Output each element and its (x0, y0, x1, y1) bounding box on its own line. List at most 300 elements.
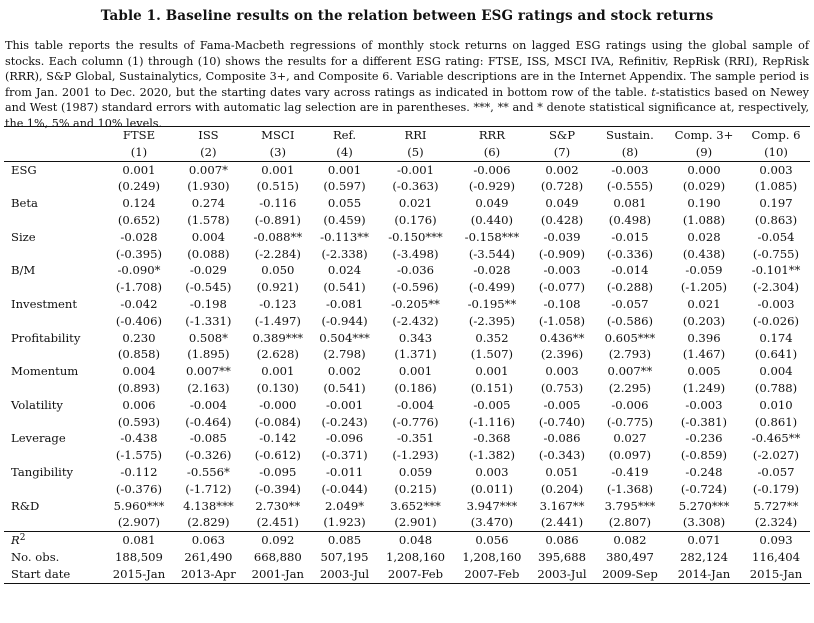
start-date-cell: 2003-Jul (530, 566, 594, 583)
tstat-cell: (3.308) (682, 515, 726, 530)
tstat-cell: (0.753) (540, 380, 584, 395)
coef-row (4, 296, 810, 313)
coef-row (4, 498, 810, 515)
tstat-cell: (-0.084) (254, 414, 301, 429)
tstat-cell: (0.541) (323, 280, 366, 295)
nobs-cell: 1,208,160 (385, 549, 445, 564)
tstat-row (4, 279, 810, 296)
column-number: (5) (407, 144, 424, 159)
tstat-row (4, 380, 810, 397)
tstat-cell: (-0.545) (185, 280, 232, 295)
coef-row (4, 330, 810, 347)
tstat-cell: (-1.058) (538, 313, 586, 328)
coef-cell: -0.011 (325, 464, 364, 479)
tstat-cell: (1.467) (682, 347, 726, 362)
coef-cell: -0.003 (757, 296, 795, 311)
tstat-cell: (-0.243) (321, 414, 368, 429)
coef-cell: -0.205** (391, 296, 440, 311)
coef-cell: 0.004 (191, 229, 225, 244)
tstat-cell: (1.578) (187, 212, 230, 227)
results-table-body (4, 127, 810, 584)
tstat-cell: (0.863) (754, 212, 798, 227)
coef-cell: 0.197 (759, 196, 793, 211)
tstat-label-blank (4, 212, 105, 229)
coef-cell: 0.007* (173, 161, 244, 178)
start-date-cell: 2015-Jan (742, 566, 810, 583)
column-header: RRR (454, 127, 530, 144)
variable-label: Investment (11, 296, 78, 311)
coef-row (4, 397, 810, 414)
coef-cell: 5.960*** (113, 498, 165, 513)
coef-cell: 0.002 (327, 364, 362, 379)
start-date-cell: 2007-Feb (454, 566, 530, 583)
tstat-cell: (-3.544) (468, 246, 515, 261)
tstat-cell: (-0.740) (538, 414, 586, 429)
coef-cell: 0.389*** (252, 330, 304, 345)
start-date-cell: 2001-Jan (244, 566, 312, 583)
tstat-cell: (-3.498) (392, 246, 439, 261)
column-number: (8) (621, 144, 639, 159)
coef-cell: 0.230 (122, 330, 156, 345)
tstat-cell: (-0.371) (321, 448, 368, 463)
start-date-label: Start date (4, 566, 105, 583)
tstat-cell: (0.921) (256, 280, 299, 295)
coef-cell: 0.004 (759, 364, 793, 379)
coef-cell: 0.000 (666, 161, 742, 178)
coef-cell: 0.508* (188, 330, 228, 345)
tstat-cell: (-1.205) (680, 280, 728, 295)
tstat-cell: (-0.326) (185, 448, 232, 463)
tstat-cell: (-0.376) (115, 481, 163, 496)
coef-cell: -0.158*** (464, 229, 520, 244)
start-date-cell: 2007-Feb (377, 566, 453, 583)
tstat-cell: (-0.909) (538, 246, 586, 261)
tstat-label-blank (4, 313, 105, 330)
tstat-cell: (1.895) (187, 347, 230, 362)
coef-cell: -0.081 (325, 296, 364, 311)
coef-cell: 0.028 (687, 229, 721, 244)
tstat-cell: (-0.026) (752, 313, 800, 328)
coef-cell: 0.006 (122, 397, 156, 412)
column-number: (2) (200, 144, 217, 159)
table-caption (5, 38, 809, 132)
tstat-cell: (0.515) (256, 179, 299, 194)
r2-cell: 0.071 (666, 532, 742, 549)
coef-cell: 0.605*** (604, 330, 656, 345)
tstat-cell: (-0.775) (606, 414, 653, 429)
coef-cell: 0.055 (327, 196, 362, 211)
tstat-cell: (-0.596) (392, 280, 439, 295)
coef-cell: -0.419 (611, 464, 649, 479)
tstat-row (4, 313, 810, 330)
tstat-cell: (1.371) (394, 347, 437, 362)
coef-row (4, 229, 810, 246)
tstat-cell: (0.203) (682, 313, 726, 328)
start-date-cell: 2013-Apr (173, 566, 244, 583)
coef-cell: -0.123 (259, 296, 297, 311)
coef-cell: 0.007** (607, 364, 653, 379)
coef-cell: 0.436** (539, 330, 585, 345)
r2-cell: 0.082 (594, 532, 666, 549)
coef-cell: 2.730** (255, 498, 301, 513)
coef-cell: -0.101** (751, 263, 801, 278)
tstat-cell: (0.597) (323, 179, 366, 194)
coef-cell: 0.049 (475, 196, 509, 211)
r2-label (4, 532, 105, 549)
nobs-cell: 668,880 (253, 549, 302, 564)
coef-cell: -0.113** (320, 229, 369, 244)
column-header: Ref. (312, 127, 378, 144)
tstat-cell: (-1.575) (115, 448, 163, 463)
tstat-cell: (-0.776) (392, 414, 439, 429)
coef-cell: 0.004 (122, 364, 156, 379)
tstat-cell: (0.893) (117, 380, 161, 395)
variable-label: Volatility (11, 397, 63, 412)
coef-cell: -0.000 (259, 397, 297, 412)
variable-label: Tangibility (11, 464, 74, 479)
tstat-cell: (-0.929) (468, 179, 515, 194)
coef-cell: -0.351 (396, 431, 435, 446)
coef-cell: -0.001 (325, 397, 364, 412)
tstat-cell: (0.652) (117, 212, 161, 227)
tstat-cell: (1.085) (754, 179, 798, 194)
coef-cell: -0.438 (120, 431, 158, 446)
tstat-cell: (2.628) (256, 347, 299, 362)
tstat-row (4, 346, 810, 363)
variable-label: R&D (11, 498, 40, 513)
coef-cell: 0.024 (327, 263, 362, 278)
coef-cell: -0.096 (325, 431, 364, 446)
coef-cell: -0.556* (186, 464, 230, 479)
coef-cell: 0.002 (530, 161, 594, 178)
tstat-cell: (-1.708) (115, 280, 163, 295)
coef-cell: -0.090* (117, 263, 161, 278)
r2-cell: 0.086 (530, 532, 594, 549)
r2-symbol: R (11, 533, 20, 548)
column-number: (3) (269, 144, 287, 159)
column-header: ISS (173, 127, 244, 144)
coef-cell: -0.085 (189, 431, 227, 446)
r2-cell: 0.085 (312, 532, 378, 549)
coef-cell: 0.010 (759, 397, 793, 412)
tstat-cell: (2.807) (608, 515, 652, 530)
tstat-cell: (-0.859) (680, 448, 728, 463)
tstat-cell: (2.793) (608, 347, 652, 362)
coef-cell: 0.003 (545, 364, 579, 379)
coef-cell: -0.005 (473, 397, 511, 412)
tstat-cell: (0.593) (117, 414, 161, 429)
column-header: RRI (377, 127, 453, 144)
column-header: Sustain. (594, 127, 666, 144)
coef-cell: 0.081 (613, 196, 647, 211)
tstat-cell: (2.829) (187, 515, 230, 530)
tstat-cell: (-1.331) (185, 313, 232, 328)
tstat-cell: (1.507) (470, 347, 514, 362)
coef-cell: 0.001 (244, 161, 312, 178)
tstat-label-blank (4, 380, 105, 397)
tstat-cell: (1.930) (187, 179, 230, 194)
tstat-cell: (2.295) (608, 380, 652, 395)
coef-cell: -0.004 (189, 397, 227, 412)
tstat-cell: (0.728) (540, 179, 584, 194)
coef-row (4, 363, 810, 380)
coef-cell: -0.142 (259, 431, 297, 446)
tstat-label-blank (4, 178, 105, 195)
tstat-cell: (2.396) (540, 347, 584, 362)
tstat-cell: (0.541) (323, 380, 366, 395)
column-header: Comp. 6 (742, 127, 810, 144)
column-number: (7) (553, 144, 571, 159)
tstat-cell: (-0.288) (606, 280, 653, 295)
coef-cell: -0.057 (611, 296, 649, 311)
coef-cell: -0.116 (259, 196, 297, 211)
tstat-cell: (0.459) (323, 212, 366, 227)
coef-cell: 0.021 (398, 196, 433, 211)
tstat-cell: (-0.891) (254, 212, 301, 227)
coef-cell: -0.004 (396, 397, 435, 412)
coef-cell: 0.001 (475, 364, 509, 379)
tstat-cell: (-0.586) (606, 313, 653, 328)
tstat-label-blank (4, 447, 105, 464)
coef-cell: 4.138*** (183, 498, 234, 513)
start-date-row (4, 566, 810, 583)
table-title: Table 1. Baseline results on the relation between ESG ratings and stock returns (100, 8, 714, 24)
coef-cell: -0.198 (189, 296, 227, 311)
coef-cell: -0.003 (543, 263, 581, 278)
column-header: MSCI (244, 127, 312, 144)
r2-cell: 0.081 (105, 532, 173, 549)
tstat-cell: (-2.284) (254, 246, 301, 261)
coef-cell: 0.124 (122, 196, 156, 211)
tstat-cell: (-0.363) (392, 179, 439, 194)
header-corner (4, 144, 105, 161)
tstat-label-blank (4, 246, 105, 263)
coef-cell: -0.003 (685, 397, 723, 412)
caption-text-2: -statistics based on Newey and West (1987) standard errors with automatic lag selection are in parentheses. ***, ** and * denote statistical significance at, respectively, the 1%, 5% and 10% levels. (5, 85, 809, 130)
coef-cell: 2.049* (325, 498, 365, 513)
r2-cell: 0.048 (377, 532, 453, 549)
coef-cell: 0.003 (475, 464, 509, 479)
variable-label: Beta (11, 196, 38, 211)
nobs-cell: 507,195 (320, 549, 369, 564)
coef-cell: -0.042 (120, 296, 158, 311)
tstat-cell: (0.011) (470, 481, 514, 496)
tstat-cell: (-0.343) (538, 448, 586, 463)
column-number: (6) (483, 144, 501, 159)
coef-cell: -0.236 (685, 431, 723, 446)
tstat-cell: (2.324) (754, 515, 798, 530)
coef-cell: -0.039 (543, 229, 581, 244)
tstat-row (4, 481, 810, 498)
tstat-cell: (0.176) (394, 212, 437, 227)
tstat-label-blank (4, 346, 105, 363)
coef-cell: 0.343 (398, 330, 433, 345)
coef-cell: 0.007** (185, 364, 231, 379)
tstat-cell: (-0.395) (115, 246, 163, 261)
header-row-numbers (4, 144, 810, 161)
tstat-cell: (0.215) (394, 481, 437, 496)
coef-cell: 0.001 (261, 364, 295, 379)
column-number: (1) (130, 144, 148, 159)
tstat-cell: (-0.499) (468, 280, 515, 295)
r2-cell: 0.056 (454, 532, 530, 549)
coef-cell: -0.014 (611, 263, 649, 278)
tstat-cell: (0.428) (540, 212, 584, 227)
tstat-cell: (-1.497) (254, 313, 301, 328)
tstat-cell: (-0.077) (538, 280, 586, 295)
coef-cell: 0.003 (742, 161, 810, 178)
coef-cell: 0.005 (687, 364, 721, 379)
tstat-cell: (0.858) (117, 347, 161, 362)
tstat-cell: (0.498) (608, 212, 652, 227)
nobs-label: No. obs. (11, 549, 60, 564)
coef-row (4, 464, 810, 481)
tstat-cell: (-0.464) (185, 414, 232, 429)
variable-label: ESG (4, 161, 105, 178)
nobs-cell: 261,490 (184, 549, 233, 564)
coef-cell: 0.504*** (319, 330, 370, 345)
tstat-cell: (-0.336) (606, 246, 653, 261)
tstat-row (4, 414, 810, 431)
tstat-row (4, 212, 810, 229)
r2-row (4, 532, 810, 549)
r2-cell: 0.093 (742, 532, 810, 549)
coef-cell: -0.005 (543, 397, 581, 412)
coef-cell: -0.029 (189, 263, 227, 278)
tstat-cell: (0.097) (608, 448, 652, 463)
coef-cell: -0.465** (751, 431, 801, 446)
nobs-cell: 1,208,160 (462, 549, 522, 564)
coef-cell: -0.059 (685, 263, 723, 278)
coef-cell: 0.021 (687, 296, 721, 311)
start-date-cell: 2009-Sep (594, 566, 666, 583)
coef-cell: -0.112 (120, 464, 158, 479)
column-number: (4) (336, 144, 353, 159)
coef-cell: 0.190 (687, 196, 721, 211)
tstat-cell: (0.130) (256, 380, 299, 395)
column-header: FTSE (105, 127, 173, 144)
coef-cell: 0.051 (545, 464, 579, 479)
column-number: (10) (764, 144, 788, 159)
nobs-cell: 282,124 (680, 549, 728, 564)
coef-cell: 3.167** (539, 498, 585, 513)
coef-cell: -0.015 (611, 229, 649, 244)
coef-cell: 3.947*** (466, 498, 518, 513)
caption-tstat-symbol: t (651, 85, 656, 99)
variable-label: Momentum (11, 364, 79, 379)
coef-cell: 0.027 (613, 431, 647, 446)
r2-superscript: 2 (19, 533, 26, 544)
coef-cell: 0.001 (398, 364, 433, 379)
tstat-cell: (-0.755) (752, 246, 800, 261)
caption-text-1: This table reports the results of Fama-Macbeth regressions of monthly stock returns on lagged ESG ratings using the global sample of stocks. Each column (1) through (10) shows the results for a different ESG rating: FTSE, ISS, MSCI IVA, Refinitiv, RepRisk (RRI), RepRisk (RRR), S&P Global, Sustainalytics, Composite 3+, and Composite 6. Variable descriptions are in the Internet Appendix. The sample period is from Jan. 2001 to Dec. 2020, but the starting dates vary across ratings as indicated in bottom row of the table. (5, 39, 809, 99)
tstat-cell: (1.249) (682, 380, 726, 395)
coef-cell: -0.195** (467, 296, 517, 311)
nobs-row (4, 549, 810, 566)
column-header: Comp. 3+ (666, 127, 742, 144)
tstat-cell: (-0.724) (680, 481, 728, 496)
coef-cell: -0.006 (454, 161, 530, 178)
r2-cell: 0.092 (244, 532, 312, 549)
tstat-cell: (-2.027) (752, 448, 800, 463)
variable-label: Size (11, 229, 36, 244)
tstat-cell: (0.204) (540, 481, 584, 496)
tstat-cell: (2.798) (323, 347, 366, 362)
nobs-cell: 116,404 (752, 549, 800, 564)
tstat-cell: (0.088) (187, 246, 230, 261)
coef-row (4, 161, 810, 178)
tstat-cell: (-1.712) (185, 481, 232, 496)
header-corner (4, 127, 105, 144)
coef-cell: -0.368 (473, 431, 511, 446)
tstat-cell: (0.788) (754, 380, 798, 395)
column-number: (9) (695, 144, 713, 159)
header-row-names (4, 127, 810, 144)
coef-cell: -0.036 (396, 263, 435, 278)
tstat-row (4, 178, 810, 195)
coef-cell: 0.059 (398, 464, 433, 479)
tstat-cell: (0.440) (470, 212, 514, 227)
tstat-cell: (-0.555) (606, 179, 653, 194)
tstat-cell: (0.861) (754, 414, 798, 429)
tstat-cell: (0.641) (754, 347, 798, 362)
start-date-cell: 2003-Jul (312, 566, 378, 583)
tstat-label-blank (4, 414, 105, 431)
coef-cell: 0.001 (312, 161, 378, 178)
coef-cell: -0.006 (611, 397, 649, 412)
tstat-cell: (0.438) (682, 246, 726, 261)
tstat-cell: (-0.381) (680, 414, 728, 429)
tstat-cell: (-0.044) (321, 481, 368, 496)
tstat-cell: (-0.944) (321, 313, 368, 328)
coef-cell: 0.274 (191, 196, 225, 211)
start-date-cell: 2015-Jan (105, 566, 173, 583)
nobs-cell: 188,509 (114, 549, 163, 564)
tstat-cell: (2.907) (117, 515, 161, 530)
nobs-cell: 380,497 (605, 549, 654, 564)
tstat-cell: (0.249) (117, 179, 161, 194)
variable-label: Profitability (11, 330, 81, 345)
tstat-cell: (3.470) (470, 515, 514, 530)
coef-cell: 0.050 (261, 263, 295, 278)
tstat-cell: (-0.394) (254, 481, 301, 496)
tstat-cell: (-1.382) (468, 448, 515, 463)
tstat-cell: (2.441) (540, 515, 584, 530)
start-date-cell: 2014-Jan (666, 566, 742, 583)
coef-cell: -0.057 (757, 464, 795, 479)
tstat-cell: (0.029) (682, 179, 726, 194)
tstat-cell: (-2.304) (752, 280, 800, 295)
coef-row (4, 262, 810, 279)
r2-cell: 0.063 (173, 532, 244, 549)
coef-cell: 3.652*** (390, 498, 441, 513)
coef-cell: -0.088** (253, 229, 303, 244)
coef-cell: -0.095 (259, 464, 297, 479)
coef-cell: -0.003 (594, 161, 666, 178)
coef-cell: 0.396 (687, 330, 721, 345)
tstat-cell: (2.163) (187, 380, 230, 395)
coef-cell: 5.727** (753, 498, 799, 513)
nobs-cell: 395,688 (538, 549, 586, 564)
tstat-cell: (-0.179) (752, 481, 800, 496)
coef-cell: -0.028 (120, 229, 158, 244)
tstat-cell: (2.451) (256, 515, 299, 530)
tstat-cell: (-1.368) (606, 481, 653, 496)
tstat-label-blank (4, 481, 105, 498)
results-table (4, 126, 810, 584)
coef-row (4, 430, 810, 447)
tstat-row (4, 447, 810, 464)
